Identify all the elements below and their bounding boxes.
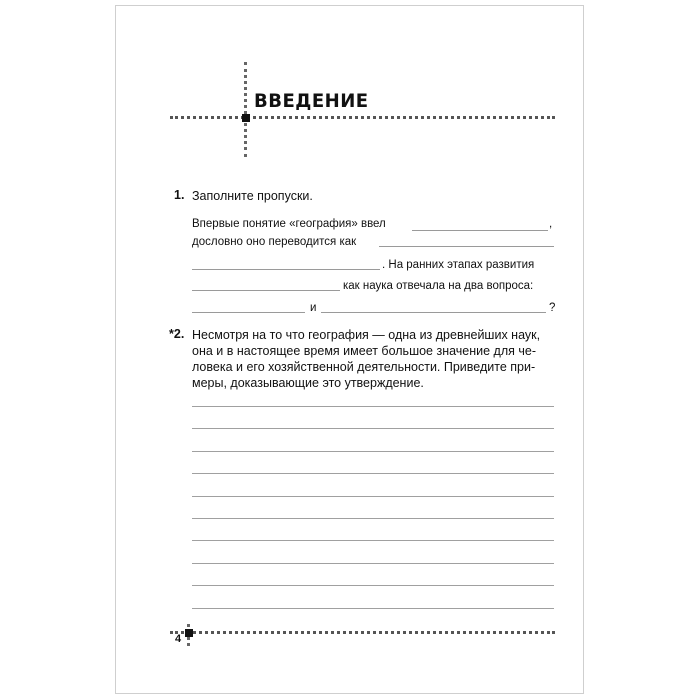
task2-answer-line[interactable] [192, 473, 554, 474]
chapter-title: ВВЕДЕНИЕ [254, 90, 369, 112]
task1-blank-question2[interactable] [321, 312, 546, 313]
footer-rule-node [185, 629, 193, 637]
task2-text-line4: меры, доказывающие это утверждение. [192, 376, 424, 390]
task1-number: 1. [174, 188, 185, 202]
task1-instruction: Заполните пропуски. [192, 189, 313, 203]
task1-line5-and: и [310, 302, 317, 314]
footer-rule [170, 631, 555, 634]
task2-number: *2. [169, 327, 185, 341]
task2-answer-line[interactable] [192, 540, 554, 541]
task1-line5-end: ? [549, 302, 556, 314]
task2-answer-line[interactable] [192, 496, 554, 497]
task2-text-line1: Несмотря на то что география — одна из древнейших наук, [192, 328, 541, 342]
task2-answer-line[interactable] [192, 406, 554, 407]
task2-answer-line[interactable] [192, 428, 554, 429]
task2-answer-line[interactable] [192, 563, 554, 564]
header-rule [170, 116, 555, 119]
header-rule-node [242, 114, 250, 122]
task1-blank-science-a[interactable] [192, 290, 340, 291]
page-number: 4 [175, 633, 182, 645]
task1-blank-translation-a[interactable] [379, 246, 554, 247]
task1-line1-end: , [549, 218, 553, 230]
task2-answer-line[interactable] [192, 451, 554, 452]
header-vertical-rule [244, 62, 247, 157]
task1-blank-question1[interactable] [192, 312, 305, 313]
task1-blank-translation-b[interactable] [192, 269, 380, 270]
task1-line4-text: как наука отвечала на два вопроса: [343, 280, 534, 292]
task2-text-line3: ловека и его хозяйственной деятельности. Приведите при- [192, 360, 536, 374]
task2-answer-line[interactable] [192, 585, 554, 586]
task1-line2-text: дословно оно переводится как [192, 236, 357, 248]
task1-blank-author[interactable] [412, 230, 548, 231]
task2-answer-line[interactable] [192, 608, 554, 609]
task1-line1-text: Впервые понятие «география» ввел [192, 218, 386, 230]
task1-line3-text: . На ранних этапах развития [382, 259, 535, 271]
task2-text-line2: она и в настоящее время имеет большое значение для че- [192, 344, 537, 358]
task2-answer-line[interactable] [192, 518, 554, 519]
